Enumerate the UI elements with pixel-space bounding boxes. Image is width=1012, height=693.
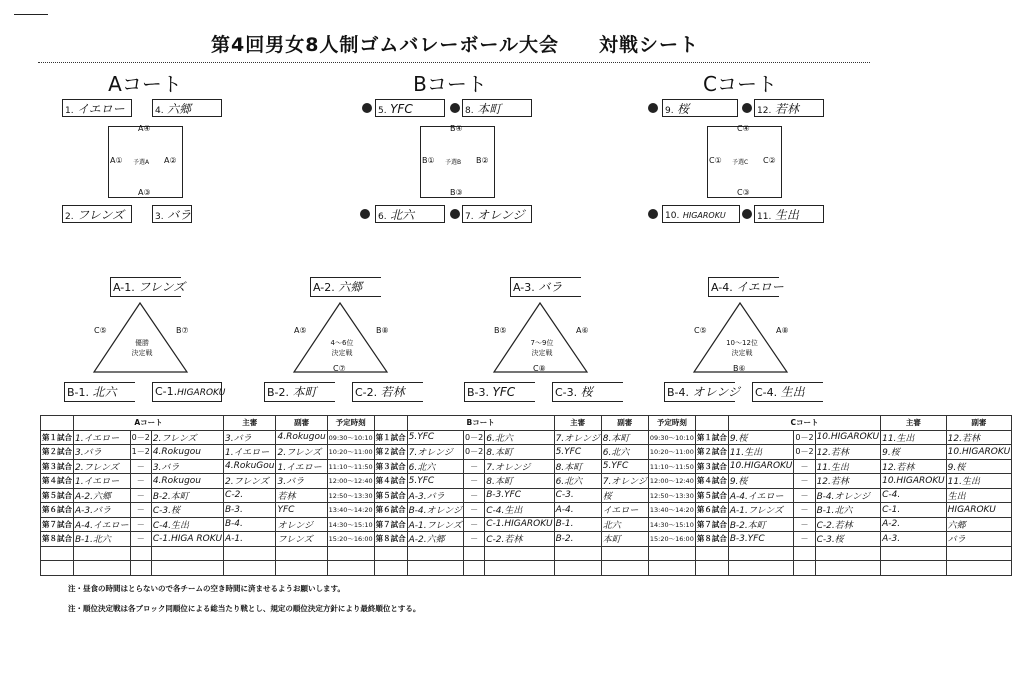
final-2-center: 4～6位 決定戦 xyxy=(330,339,354,357)
team-2-cell: C-1.HIGA ROKU xyxy=(151,532,223,547)
final-4-left: C⑤ xyxy=(694,326,707,335)
schedule-row xyxy=(41,474,1012,489)
empty-cell xyxy=(407,546,463,561)
sub-referee-cell: 生出 xyxy=(946,488,1012,503)
team-1-cell: 2.フレンズ xyxy=(74,459,131,474)
referee-cell: 10.HIGAROKU xyxy=(881,474,947,489)
score-cell: － xyxy=(464,459,485,474)
match-number: 第３試合 xyxy=(695,459,728,474)
score-cell: － xyxy=(794,459,815,474)
court-a-center: 予選A xyxy=(133,159,150,166)
score-cell: － xyxy=(130,459,151,474)
empty-cell xyxy=(946,561,1012,576)
match-number: 第４試合 xyxy=(374,474,407,489)
court-c-pos-bottom: C③ xyxy=(737,188,750,197)
sub-referee-header: 副審 xyxy=(276,416,327,431)
time-header: 予定時刻 xyxy=(327,416,374,431)
empty-cell xyxy=(728,561,794,576)
sub-referee-cell: 若林 xyxy=(276,488,327,503)
sub-referee-cell: 6.北六 xyxy=(601,445,648,460)
referee-cell: A-4. xyxy=(554,503,601,518)
schedule-header-row xyxy=(41,416,1012,431)
court-a-pos-bottom: A③ xyxy=(138,188,151,197)
match-number: 第４試合 xyxy=(41,474,74,489)
time-cell: 09:30～10:10 xyxy=(648,430,695,445)
score-cell: － xyxy=(130,474,151,489)
team-1-cell: 3.バラ xyxy=(74,445,131,460)
time-cell: 10:20～11:00 xyxy=(648,445,695,460)
sub-referee-cell: オレンジ xyxy=(276,517,327,532)
referee-cell: 4.RokuGou xyxy=(224,459,276,474)
court-b-team-tr: 8. 本町 xyxy=(462,99,532,117)
score-cell: － xyxy=(794,503,815,518)
team-1-cell: B-3.YFC xyxy=(728,532,794,547)
time-cell: 12:00～12:40 xyxy=(327,474,374,489)
final-1-left: C⑤ xyxy=(94,326,107,335)
score-cell: 0－2 xyxy=(130,430,151,445)
empty-cell xyxy=(794,561,815,576)
empty-cell xyxy=(601,561,648,576)
final-4-bl: B-4. オレンジ xyxy=(664,382,735,402)
empty-cell xyxy=(815,546,881,561)
final-2-right: B⑧ xyxy=(376,326,389,335)
court-c-pos-left: C① xyxy=(709,156,722,165)
sub-referee-header: 副審 xyxy=(946,416,1012,431)
court-b-team-br: 7. オレンジ xyxy=(462,205,532,223)
team-2-cell: 10.HIGAROKU xyxy=(815,430,881,445)
team-1-cell: A-4.イエロー xyxy=(74,517,131,532)
court-b-pos-left: B① xyxy=(422,156,435,165)
match-number: 第５試合 xyxy=(41,488,74,503)
court-a-pos-top: A④ xyxy=(138,124,151,133)
empty-cell xyxy=(224,561,276,576)
court-c-pos-right: C② xyxy=(763,156,776,165)
note-ranking: 注・順位決定戦は各ブロック同順位による総当たり戦とし、規定の順位決定方針により最終順位とする。 xyxy=(68,604,421,613)
final-1-center: 優勝 決定戦 xyxy=(131,339,153,357)
empty-cell xyxy=(41,546,74,561)
score-cell: － xyxy=(130,532,151,547)
final-4-br: C-4. 生出 xyxy=(752,382,823,402)
time-cell: 14:30～15:10 xyxy=(327,517,374,532)
team-2-cell: 11.生出 xyxy=(815,459,881,474)
sub-referee-cell: 10.HIGAROKU xyxy=(946,445,1012,460)
final-1-bl: B-1. 北六 xyxy=(64,382,135,402)
team-2-cell: 12.若林 xyxy=(815,445,881,460)
referee-cell: 8.本町 xyxy=(554,459,601,474)
schedule-row xyxy=(41,488,1012,503)
final-2-left: A⑤ xyxy=(294,326,307,335)
referee-cell: 2.フレンズ xyxy=(224,474,276,489)
match-number: 第８試合 xyxy=(695,532,728,547)
team-1-cell: A-1.フレンズ xyxy=(407,517,463,532)
match-number: 第４試合 xyxy=(695,474,728,489)
court-b-pos-top: B④ xyxy=(450,124,463,133)
team-2-cell: 2.フレンズ xyxy=(151,430,223,445)
court-c-team-tl: 9. 桜 xyxy=(662,99,738,117)
final-4-bottom: B⑥ xyxy=(733,364,746,373)
empty-cell xyxy=(485,546,554,561)
score-cell: － xyxy=(464,474,485,489)
time-cell: 12:50～13:30 xyxy=(648,488,695,503)
match-number: 第１試合 xyxy=(41,430,74,445)
score-cell: 0－2 xyxy=(464,445,485,460)
referee-cell: 6.北六 xyxy=(554,474,601,489)
final-3-bl: B-3. YFC xyxy=(464,382,535,402)
team-1-cell: 9.桜 xyxy=(728,430,794,445)
court-b-team-bl: 6. 北六 xyxy=(375,205,445,223)
team-1-cell: 1.イエロー xyxy=(74,430,131,445)
schedule-row xyxy=(41,459,1012,474)
empty-cell xyxy=(276,561,327,576)
schedule-empty-row xyxy=(41,561,1012,576)
team-1-cell: 6.北六 xyxy=(407,459,463,474)
team-1-cell: B-4.オレンジ xyxy=(407,503,463,518)
team-2-cell: 4.Rokugou xyxy=(151,445,223,460)
empty-cell xyxy=(374,546,407,561)
final-3-center: 7～9位 決定戦 xyxy=(530,339,554,357)
final-1-top: A-1. フレンズ xyxy=(110,277,181,297)
final-4-center: 10～12位 決定戦 xyxy=(726,339,758,357)
sub-referee-cell: フレンズ xyxy=(276,532,327,547)
court-a-team-tr: 4. 六郷 xyxy=(152,99,222,117)
sub-referee-cell: 5.YFC xyxy=(601,459,648,474)
empty-cell xyxy=(151,561,223,576)
team-1-cell: B-2.本町 xyxy=(728,517,794,532)
referee-cell: 9.桜 xyxy=(881,445,947,460)
empty-cell xyxy=(554,546,601,561)
schedule-row xyxy=(41,517,1012,532)
score-cell: － xyxy=(130,488,151,503)
sub-referee-cell: 本町 xyxy=(601,532,648,547)
team-2-cell: B-2.本町 xyxy=(151,488,223,503)
sub-referee-cell: バラ xyxy=(946,532,1012,547)
match-number: 第８試合 xyxy=(41,532,74,547)
team-1-cell: 9.桜 xyxy=(728,474,794,489)
sub-referee-cell: 8.本町 xyxy=(601,430,648,445)
score-cell: 1－2 xyxy=(130,445,151,460)
referee-cell: C-1. xyxy=(881,503,947,518)
empty-cell xyxy=(74,561,131,576)
referee-cell: B-2. xyxy=(554,532,601,547)
time-cell: 11:10～11:50 xyxy=(648,459,695,474)
team-2-cell: C-2.若林 xyxy=(815,517,881,532)
sub-referee-cell: HIGAROKU xyxy=(946,503,1012,518)
sub-referee-cell: 2.フレンズ xyxy=(276,445,327,460)
empty-cell xyxy=(815,561,881,576)
referee-cell: 7.オレンジ xyxy=(554,430,601,445)
team-2-cell: 3.バラ xyxy=(151,459,223,474)
match-number: 第２試合 xyxy=(374,445,407,460)
referee-cell: 1.イエロー xyxy=(224,445,276,460)
final-3-right: A⑥ xyxy=(576,326,589,335)
time-cell: 10:20～11:00 xyxy=(327,445,374,460)
score-cell: － xyxy=(130,517,151,532)
team-1-cell: 5.YFC xyxy=(407,430,463,445)
match-number: 第１試合 xyxy=(374,430,407,445)
schedule-body xyxy=(41,430,1012,575)
team-1-cell: A-1.フレンズ xyxy=(728,503,794,518)
empty-cell xyxy=(151,546,223,561)
score-cell: － xyxy=(464,517,485,532)
score-cell: － xyxy=(794,517,815,532)
final-1-br: C-1.HIGAROKU xyxy=(152,382,222,402)
time-header: 予定時刻 xyxy=(648,416,695,431)
team-2-cell: 8.本町 xyxy=(485,474,554,489)
team-2-cell: C-2.若林 xyxy=(485,532,554,547)
final-4-top: A-4. イエロー xyxy=(708,277,779,297)
referee-cell: 5.YFC xyxy=(554,445,601,460)
page-title: 第4回男女8人制ゴムバレーボール大会 対戦シート xyxy=(210,34,700,56)
referee-cell: A-1. xyxy=(224,532,276,547)
score-cell: － xyxy=(130,503,151,518)
team-1-cell: B-1.北六 xyxy=(74,532,131,547)
empty-cell xyxy=(41,561,74,576)
schedule-row xyxy=(41,445,1012,460)
team-2-cell: 12.若林 xyxy=(815,474,881,489)
final-2-top: A-2. 六郷 xyxy=(310,277,381,297)
sub-referee-cell: 7.オレンジ xyxy=(601,474,648,489)
referee-cell: B-3. xyxy=(224,503,276,518)
team-2-cell: C-4.生出 xyxy=(485,503,554,518)
schedule-table xyxy=(40,415,1012,576)
a-court-header: Aコート xyxy=(74,416,224,431)
team-2-cell: C-3.桜 xyxy=(815,532,881,547)
sub-referee-cell: 11.生出 xyxy=(946,474,1012,489)
team-2-cell: 4.Rokugou xyxy=(151,474,223,489)
final-2-bottom: C⑦ xyxy=(333,364,346,373)
note-lunch: 注・昼食の時間はとらないので各チームの空き時間に済ませるようお願いします。 xyxy=(68,584,345,593)
sub-referee-cell: 北六 xyxy=(601,517,648,532)
referee-cell: 12.若林 xyxy=(881,459,947,474)
match-number: 第６試合 xyxy=(41,503,74,518)
b-court-header: Bコート xyxy=(407,416,554,431)
score-cell: － xyxy=(794,488,815,503)
time-cell: 15:20～16:00 xyxy=(648,532,695,547)
court-c-team-tr: 12. 若林 xyxy=(754,99,824,117)
score-cell: － xyxy=(794,474,815,489)
match-number: 第５試合 xyxy=(695,488,728,503)
score-cell: － xyxy=(794,532,815,547)
final-2-br: C-2. 若林 xyxy=(352,382,423,402)
court-b-team-tl: 5. YFC xyxy=(375,99,445,117)
empty-cell xyxy=(695,561,728,576)
referee-cell: C-3. xyxy=(554,488,601,503)
team-1-cell: A-2.六郷 xyxy=(74,488,131,503)
empty-cell xyxy=(601,546,648,561)
team-1-cell: A-4.イエロー xyxy=(728,488,794,503)
team-2-cell: 7.オレンジ xyxy=(485,459,554,474)
empty-cell xyxy=(224,546,276,561)
time-cell: 09:30～10:10 xyxy=(327,430,374,445)
empty-cell xyxy=(485,561,554,576)
empty-cell xyxy=(464,546,485,561)
time-cell: 13:40～14:20 xyxy=(327,503,374,518)
schedule-row xyxy=(41,503,1012,518)
match-number: 第７試合 xyxy=(41,517,74,532)
team-2-cell: B-1.北六 xyxy=(815,503,881,518)
referee-cell: C-2. xyxy=(224,488,276,503)
score-cell: － xyxy=(464,532,485,547)
referee-cell: B-1. xyxy=(554,517,601,532)
empty-cell xyxy=(327,546,374,561)
match-number: 第７試合 xyxy=(695,517,728,532)
court-a-team-tl: 1. イエロー xyxy=(62,99,132,117)
court-b-center: 予選B xyxy=(445,159,462,166)
empty-cell xyxy=(881,561,947,576)
match-number: 第２試合 xyxy=(695,445,728,460)
team-2-cell: C-4.生出 xyxy=(151,517,223,532)
referee-cell: B-4. xyxy=(224,517,276,532)
time-cell: 11:10～11:50 xyxy=(327,459,374,474)
team-2-cell: B-3.YFC xyxy=(485,488,554,503)
court-c-team-br: 11. 生出 xyxy=(754,205,824,223)
match-number: 第８試合 xyxy=(374,532,407,547)
sub-referee-cell: 4.Rokugou xyxy=(276,430,327,445)
court-b-pos-bottom: B③ xyxy=(450,188,463,197)
schedule-row xyxy=(41,430,1012,445)
sub-referee-cell: 9.桜 xyxy=(946,459,1012,474)
sub-referee-cell: 1.イエロー xyxy=(276,459,327,474)
referee-cell: C-4. xyxy=(881,488,947,503)
sub-referee-cell: イエロー xyxy=(601,503,648,518)
schedule-empty-row xyxy=(41,546,1012,561)
team-2-cell: C-3.桜 xyxy=(151,503,223,518)
court-a-team-br: 3. バラ xyxy=(152,205,192,223)
team-1-cell: 10.HIGAROKU xyxy=(728,459,794,474)
team-1-cell: 7.オレンジ xyxy=(407,445,463,460)
referee-cell: 11.生出 xyxy=(881,430,947,445)
time-cell: 12:00～12:40 xyxy=(648,474,695,489)
team-1-cell: 5.YFC xyxy=(407,474,463,489)
final-1-right: B⑦ xyxy=(176,326,189,335)
match-number: 第５試合 xyxy=(374,488,407,503)
empty-cell xyxy=(374,561,407,576)
score-cell: 0－2 xyxy=(464,430,485,445)
empty-cell xyxy=(327,561,374,576)
score-cell: 0－2 xyxy=(794,445,815,460)
court-a-label: Aコート xyxy=(108,72,182,96)
sub-referee-cell: 六郷 xyxy=(946,517,1012,532)
court-a-team-bl: 2. フレンズ xyxy=(62,205,132,223)
court-b-label: Bコート xyxy=(413,72,487,96)
match-number: 第１試合 xyxy=(695,430,728,445)
empty-cell xyxy=(794,546,815,561)
empty-cell xyxy=(74,546,131,561)
sub-referee-header: 副審 xyxy=(601,416,648,431)
court-b-pos-right: B② xyxy=(476,156,489,165)
final-2-bl: B-2. 本町 xyxy=(264,382,335,402)
empty-cell xyxy=(648,561,695,576)
match-number: 第６試合 xyxy=(695,503,728,518)
team-1-cell: A-3.バラ xyxy=(74,503,131,518)
final-3-br: C-3. 桜 xyxy=(552,382,623,402)
match-number: 第３試合 xyxy=(374,459,407,474)
empty-cell xyxy=(130,561,151,576)
empty-cell xyxy=(881,546,947,561)
referee-cell: A-3. xyxy=(881,532,947,547)
time-cell: 12:50～13:30 xyxy=(327,488,374,503)
match-number: 第３試合 xyxy=(41,459,74,474)
score-cell: － xyxy=(464,488,485,503)
team-2-cell: C-1.HIGAROKU xyxy=(485,517,554,532)
score-cell: 0－2 xyxy=(794,430,815,445)
schedule-row xyxy=(41,532,1012,547)
court-c-team-bl: 10. HIGAROKU xyxy=(662,205,740,223)
team-2-cell: B-4.オレンジ xyxy=(815,488,881,503)
team-1-cell: 11.生出 xyxy=(728,445,794,460)
match-number: 第２試合 xyxy=(41,445,74,460)
empty-cell xyxy=(464,561,485,576)
final-3-bottom: C⑧ xyxy=(533,364,546,373)
final-3-left: B⑤ xyxy=(494,326,507,335)
final-4-right: A⑧ xyxy=(776,326,789,335)
empty-cell xyxy=(130,546,151,561)
team-2-cell: 8.本町 xyxy=(485,445,554,460)
team-1-cell: 1.イエロー xyxy=(74,474,131,489)
sub-referee-cell: 3.バラ xyxy=(276,474,327,489)
court-a-pos-left: A① xyxy=(110,156,123,165)
empty-cell xyxy=(695,546,728,561)
empty-cell xyxy=(728,546,794,561)
time-cell: 13:40～14:20 xyxy=(648,503,695,518)
team-1-cell: A-2.六郷 xyxy=(407,532,463,547)
referee-cell: 3.バラ xyxy=(224,430,276,445)
time-cell: 14:30～15:10 xyxy=(648,517,695,532)
final-3-top: A-3. バラ xyxy=(510,277,581,297)
match-number: 第６試合 xyxy=(374,503,407,518)
sub-referee-cell: 桜 xyxy=(601,488,648,503)
c-court-header: Cコート xyxy=(728,416,880,431)
referee-header: 主審 xyxy=(224,416,276,431)
empty-cell xyxy=(407,561,463,576)
time-cell: 15:20～16:00 xyxy=(327,532,374,547)
score-cell: － xyxy=(464,503,485,518)
referee-cell: A-2. xyxy=(881,517,947,532)
team-2-cell: 6.北六 xyxy=(485,430,554,445)
empty-cell xyxy=(276,546,327,561)
sub-referee-cell: YFC xyxy=(276,503,327,518)
referee-header: 主審 xyxy=(554,416,601,431)
empty-cell xyxy=(648,546,695,561)
match-number: 第７試合 xyxy=(374,517,407,532)
referee-header: 主審 xyxy=(881,416,947,431)
empty-cell xyxy=(946,546,1012,561)
sub-referee-cell: 12.若林 xyxy=(946,430,1012,445)
empty-cell xyxy=(554,561,601,576)
court-c-pos-top: C④ xyxy=(737,124,750,133)
court-c-label: Cコート xyxy=(703,72,777,96)
team-1-cell: A-3.バラ xyxy=(407,488,463,503)
court-c-center: 予選C xyxy=(732,159,749,166)
court-a-pos-right: A② xyxy=(164,156,177,165)
